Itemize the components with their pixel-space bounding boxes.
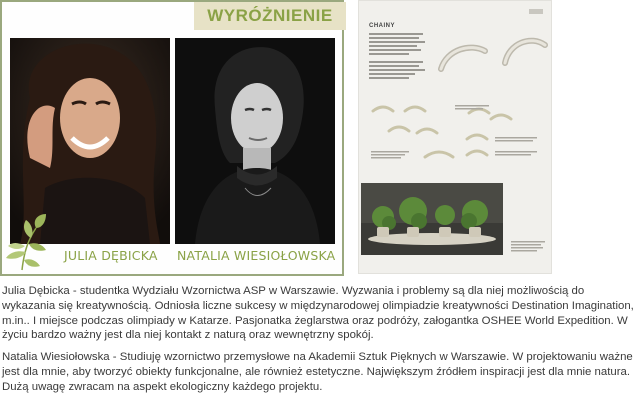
description-julia: Julia Dębicka - studentka Wydziału Wzornictwa ASP w Warszawie. Wyzwania i problemy są dla niej możliwością do wykazania się kreatywnością. Odniosła liczne sukcesy w międzynarodowej olimpiadzie kreatywności Destination Imagination, m.in.. I miejsce podczas olimpiady w Katarze. Pasjonatka żeglarstwa oraz podróży, załogantka OSHEE World Expedition. W życiu bardzo ważny jest dla niej kontakt z naturą oraz wewnętrzny spokój. <box>2 285 634 342</box>
leaf-decoration-icon <box>2 212 54 272</box>
poster-title: CHAINY <box>369 23 396 29</box>
photo-natalia <box>175 38 335 244</box>
portrait-natalia-image <box>175 38 335 244</box>
poster-graphics <box>359 1 552 274</box>
award-banner: WYRÓŻNIENIE <box>194 2 346 30</box>
caption-julia: JULIA DĘBICKA <box>64 248 158 263</box>
caption-natalia: NATALIA WIESIOŁOWSKA <box>177 248 336 263</box>
project-poster <box>358 0 552 274</box>
description-natalia: Natalia Wiesiołowska - Studiuję wzornictwo przemysłowe na Akademii Sztuk Pięknych w Warszawie. W projektowaniu ważne jest dla mnie, aby tworzyć obiekty funkcjonalne, ale również estetyczne. Największym źródłem inspiracji jest dla mnie natura. Dużą uwagę zwracam na aspekt ekologiczny każdego projektu. <box>2 351 633 393</box>
award-card <box>0 0 344 276</box>
